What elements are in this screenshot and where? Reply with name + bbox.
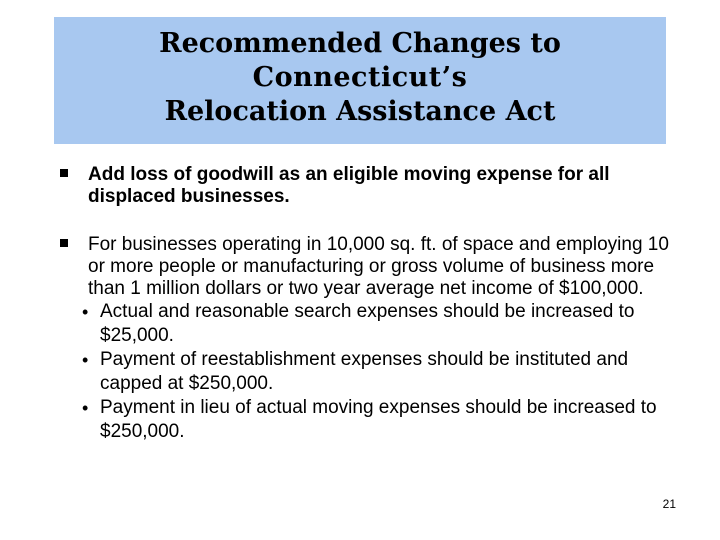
square-bullet-icon xyxy=(60,169,68,177)
dot-bullet-icon: • xyxy=(82,350,89,370)
sub-bullet-text: Actual and reasonable search expenses should be increased to $25,000. xyxy=(100,301,635,346)
title-line-3: Relocation Assistance Act xyxy=(164,96,556,127)
dot-bullet-icon: • xyxy=(82,398,89,418)
bullet-goodwill xyxy=(60,164,680,208)
title-line-1: Recommended Changes to xyxy=(159,28,561,59)
dot-bullet-icon: • xyxy=(82,302,89,322)
bullet-text: For businesses operating in 10,000 sq. ft. of space and employing 10 or more people or manufacturing or gross volume of business more than 1 million dollars or two year average net income of $100,000. xyxy=(88,234,669,299)
bullet-text: Add loss of goodwill as an eligible moving expense for all displaced businesses. xyxy=(88,164,610,207)
square-bullet-icon xyxy=(60,239,68,247)
title-box xyxy=(54,17,666,144)
title-line-2: Connecticut’s xyxy=(252,62,468,93)
page-number: 21 xyxy=(662,497,676,511)
sub-bullet-text: Payment of reestablishment expenses should be instituted and capped at $250,000. xyxy=(100,349,629,394)
sub-bullet-list xyxy=(60,300,680,444)
bullet-businesses xyxy=(60,234,680,300)
sub-bullet-moving-expenses xyxy=(60,396,680,444)
sub-bullet-reestablishment xyxy=(60,348,680,396)
slide-body xyxy=(60,164,680,444)
sub-bullet-text: Payment in lieu of actual moving expenses should be increased to $250,000. xyxy=(100,397,657,442)
sub-bullet-search-expenses xyxy=(60,300,680,348)
